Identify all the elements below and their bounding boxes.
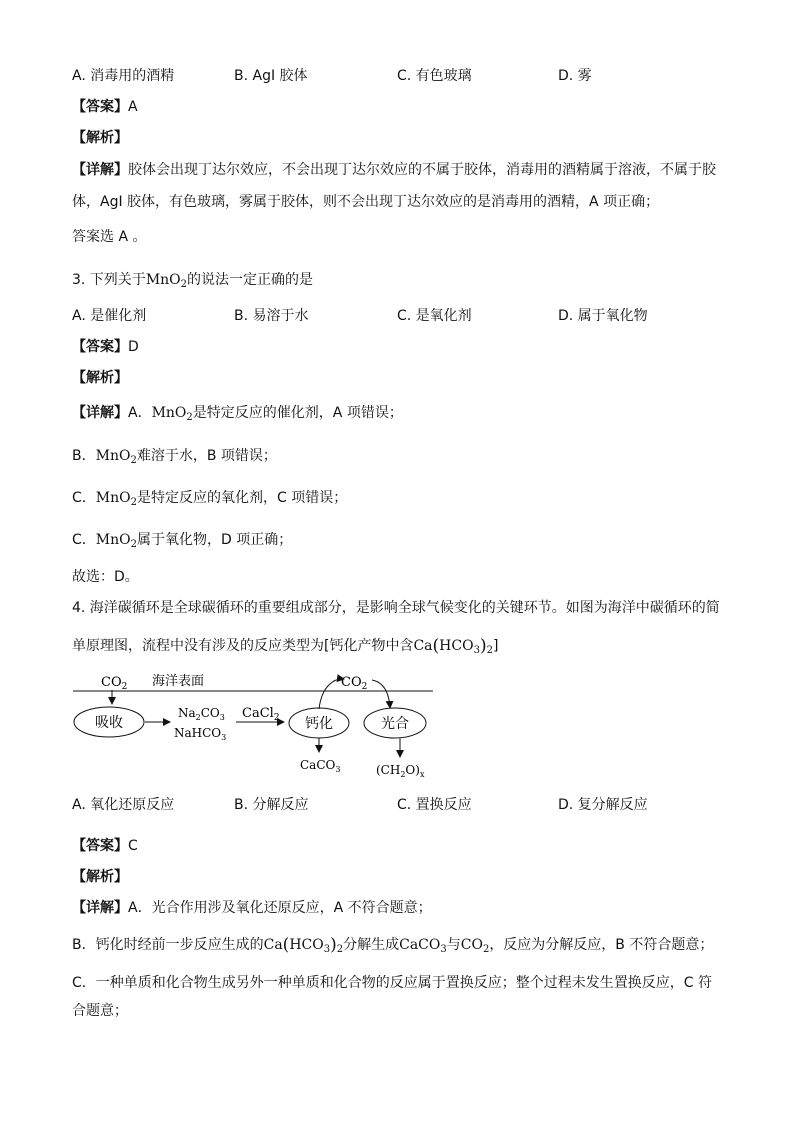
co2-left-label: $CO_2$ — [101, 675, 128, 692]
carbon-cycle-diagram — [0, 660, 794, 785]
formula-caco3: CaCO$_3$ — [399, 937, 447, 955]
formula-mno2: MnO$_2$ — [95, 490, 137, 508]
co2-right-label: $CO_2$ — [341, 675, 368, 692]
q3-detail-a: 【详解】A．MnO$_2$是特定反应的催化剂，A 项错误； — [72, 405, 403, 423]
q2-option-d: D. 雾 — [558, 68, 592, 84]
detail-label: 【详解】 — [72, 162, 128, 178]
q4-option-c: C. 置换反应 — [397, 797, 472, 813]
formula-mno2: MnO$_2$ — [145, 272, 188, 290]
analysis-label: 【解析】 — [72, 370, 128, 386]
na2co3-label: $Na_2CO_3$ — [178, 706, 225, 722]
detail-label: 【详解】 — [72, 405, 128, 421]
q3-analysis-label — [72, 368, 128, 388]
q2-option-a: A. 消毒用的酒精 — [72, 68, 175, 84]
q3-option-d: D. 属于氧化物 — [558, 308, 648, 324]
answer-value: A — [128, 99, 138, 115]
answer-label: 【答案】 — [72, 339, 128, 355]
q3-detail-c: C．MnO$_2$是特定反应的氧化剂，C 项错误； — [72, 490, 348, 508]
ch2o-label: $(CH_2O)_x$ — [376, 763, 425, 779]
photosynthesis-label: 光合 — [381, 716, 409, 732]
q3-option-a: A. 是催化剂 — [72, 308, 147, 324]
q4-detail-b: B．钙化时经前一步反应生成的$Ca(HCO_3)_2$分解生成CaCO$_3$与$CO_2$，反应为分解反应，B 不符合题意； — [72, 935, 714, 955]
sea-surface-label: 海洋表面 — [152, 674, 205, 689]
q4-stem-2: 单原理图，流程中没有涉及的反应类型为[钙化产物中含$Ca(HCO_3)_2$] — [72, 636, 499, 656]
nahco3-label: NaHCO$_3$ — [174, 726, 227, 742]
q4-detail-a: 【详解】A．光合作用涉及氧化还原反应，A 不符合题意； — [72, 900, 432, 916]
q2-analysis-label — [72, 128, 128, 148]
q2-option-c: C. 有色玻璃 — [397, 68, 472, 84]
q4-option-b: B. 分解反应 — [234, 797, 309, 813]
q4-option-a: A. 氧化还原反应 — [72, 797, 175, 813]
q3-detail-d: C．MnO$_2$属于氧化物，D 项正确； — [72, 532, 293, 550]
formula-ca-hco3-2: $Ca(HCO_3)_2$ — [413, 636, 493, 656]
caco3-label: CaCO$_3$ — [300, 758, 341, 774]
q4-stem-1: 4. 海洋碳循环是全球碳循环的重要组成部分，是影响全球气候变化的关键环节。如图为海洋中碳循环的简 — [72, 600, 720, 616]
answer-value: D — [128, 339, 139, 355]
cacl2-label: CaCl$_2$ — [242, 706, 280, 723]
q2-detail-2: 体，AgI 胶体，有色玻璃，雾属于胶体，则不会出现丁达尔效应的是消毒用的酒精，A 项正确； — [72, 194, 660, 210]
q4-analysis-label — [72, 867, 128, 887]
answer-value: C — [128, 838, 138, 854]
formula-co2: $CO_2$ — [460, 937, 490, 955]
q3-conclusion: 故选：D。 — [72, 569, 139, 585]
formula-mno2: MnO$_2$ — [95, 532, 137, 550]
q3-detail-b: B．MnO$_2$难溶于水，B 项错误； — [72, 448, 277, 466]
q4-option-d: D. 复分解反应 — [558, 797, 648, 813]
formula-mno2: MnO$_2$ — [151, 405, 193, 423]
detail-text: 胶体会出现丁达尔效应，不会出现丁达尔效应的不属于胶体，消毒用的酒精属于溶液，不属于胶 — [128, 162, 716, 178]
stem-post: 的说法一定正确的是 — [187, 272, 314, 288]
q2-detail-1 — [72, 160, 716, 180]
formula-mno2: MnO$_2$ — [95, 448, 137, 466]
q3-answer — [72, 337, 139, 357]
q2-answer — [72, 97, 138, 117]
detail-label: 【详解】 — [72, 900, 128, 916]
q3-option-b: B. 易溶于水 — [234, 308, 309, 324]
q4-detail-c-1: C．一种单质和化合物生成另外一种单质和化合物的反应属于置换反应；整个过程未发生置换反应，C 符 — [72, 975, 712, 991]
q4-answer — [72, 836, 138, 856]
formula-ca-hco3-2: $Ca(HCO_3)_2$ — [263, 935, 344, 955]
co2-to-photosynthesis-arrow — [372, 680, 390, 708]
analysis-label: 【解析】 — [72, 130, 128, 146]
q2-conclusion: 答案选 A 。 — [72, 229, 147, 245]
answer-label: 【答案】 — [72, 99, 128, 115]
q4-detail-c-2: 合题意； — [72, 1003, 128, 1019]
q3-stem — [72, 270, 313, 290]
q3-option-c: C. 是氧化剂 — [397, 308, 472, 324]
q2-option-b: B. AgI 胶体 — [234, 68, 308, 84]
absorb-label: 吸收 — [95, 715, 123, 731]
calcify-label: 钙化 — [305, 716, 333, 732]
answer-label: 【答案】 — [72, 838, 128, 854]
stem-pre: 3. 下列关于 — [72, 272, 146, 288]
analysis-label: 【解析】 — [72, 869, 128, 885]
